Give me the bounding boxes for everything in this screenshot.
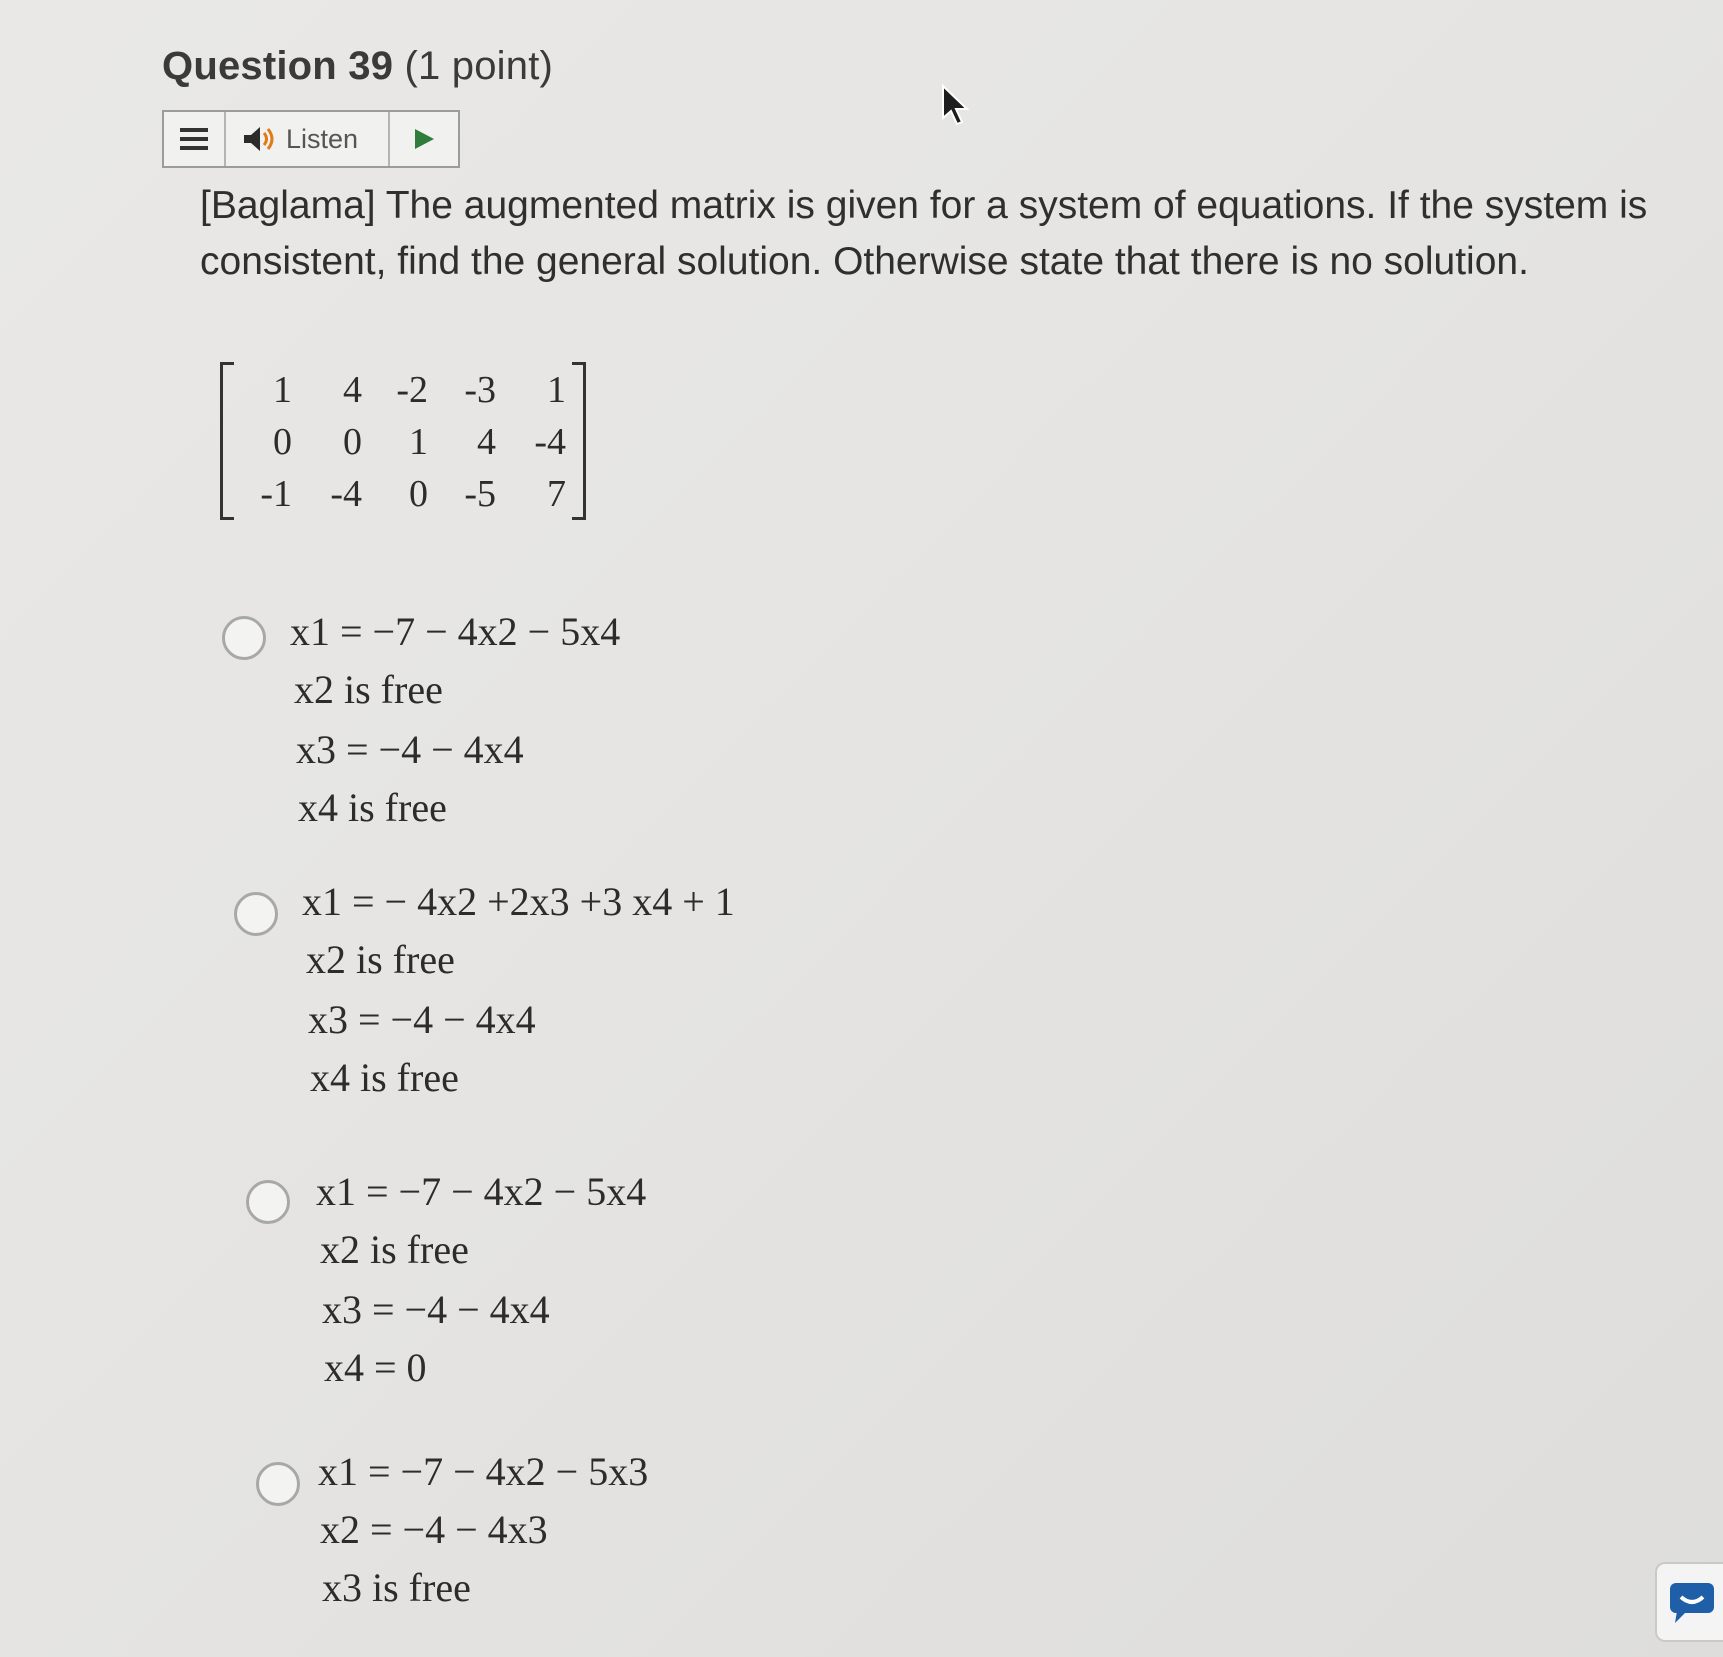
- option-b-line-2: x2 is free: [306, 937, 455, 982]
- listen-menu-button[interactable]: [164, 112, 226, 166]
- listen-toolbar: [162, 110, 460, 168]
- matrix-cell: 4: [343, 369, 362, 411]
- matrix-cell: -3: [464, 369, 496, 411]
- answer-option-a[interactable]: [222, 608, 702, 848]
- option-b-line-4: x4 is free: [310, 1055, 459, 1100]
- question-points: (1 point): [404, 44, 554, 88]
- option-c-line-1: x1 = −7 − 4x2 − 5x4: [316, 1169, 647, 1214]
- option-b-line-1: x1 = − 4x2 +2x3 +3 x4 + 1: [302, 879, 735, 924]
- matrix-cell: -5: [464, 473, 496, 515]
- matrix-grid: [236, 368, 570, 524]
- play-button[interactable]: [390, 112, 458, 166]
- matrix-cell: 0: [343, 421, 362, 463]
- hamburger-menu-icon: [179, 126, 209, 152]
- option-b-line-3: x3 = −4 − 4x4: [308, 997, 536, 1042]
- matrix-cell: -1: [260, 473, 292, 515]
- option-a-line-3: x3 = −4 − 4x4: [296, 727, 524, 772]
- matrix-right-bracket: [572, 362, 586, 520]
- listen-button[interactable]: [226, 112, 390, 166]
- radio-button-d[interactable]: [256, 1462, 300, 1506]
- speaker-icon: [242, 124, 280, 154]
- option-d-line-1: x1 = −7 − 4x2 − 5x3: [318, 1449, 649, 1494]
- matrix-cell: 7: [547, 473, 566, 515]
- matrix-cell: 1: [547, 369, 566, 411]
- radio-button-b[interactable]: [234, 892, 278, 936]
- option-d-line-2: x2 = −4 − 4x3: [320, 1507, 548, 1552]
- matrix-left-bracket: [220, 362, 234, 520]
- matrix-cell: 4: [477, 421, 496, 463]
- answer-option-d[interactable]: [256, 1448, 736, 1638]
- matrix-cell: 1: [273, 369, 292, 411]
- option-c-line-3: x3 = −4 − 4x4: [322, 1287, 550, 1332]
- question-header: [162, 44, 553, 89]
- option-a-line-1: x1 = −7 − 4x2 − 5x4: [290, 609, 621, 654]
- matrix-cell: -2: [396, 369, 428, 411]
- mouse-pointer-icon: [940, 84, 974, 128]
- radio-button-c[interactable]: [246, 1180, 290, 1224]
- answer-option-b[interactable]: [234, 878, 794, 1118]
- option-c-line-4: x4 = 0: [324, 1345, 427, 1390]
- matrix-cell: 0: [409, 473, 428, 515]
- question-prompt: [Baglama] The augmented matrix is given for a system of equations. If the system is consistent, find the general solution. Otherwise state that there is no solution.: [200, 184, 1648, 283]
- answer-option-c[interactable]: [246, 1168, 726, 1408]
- matrix-cell: -4: [534, 421, 566, 463]
- option-c-line-2: x2 is free: [320, 1227, 469, 1272]
- option-d-line-3: x3 is free: [322, 1565, 471, 1610]
- augmented-matrix: [220, 362, 586, 522]
- listen-label: Listen: [286, 123, 359, 154]
- option-a-line-4: x4 is free: [298, 785, 447, 830]
- matrix-cell: 0: [273, 421, 292, 463]
- question-number: Question 39: [162, 44, 394, 88]
- matrix-cell: -4: [330, 473, 362, 515]
- play-icon: [412, 127, 436, 151]
- chat-help-button[interactable]: [1655, 1562, 1723, 1642]
- option-a-line-2: x2 is free: [294, 667, 443, 712]
- chat-help-icon: [1667, 1578, 1717, 1626]
- radio-button-a[interactable]: [222, 616, 266, 660]
- matrix-cell: 1: [409, 421, 428, 463]
